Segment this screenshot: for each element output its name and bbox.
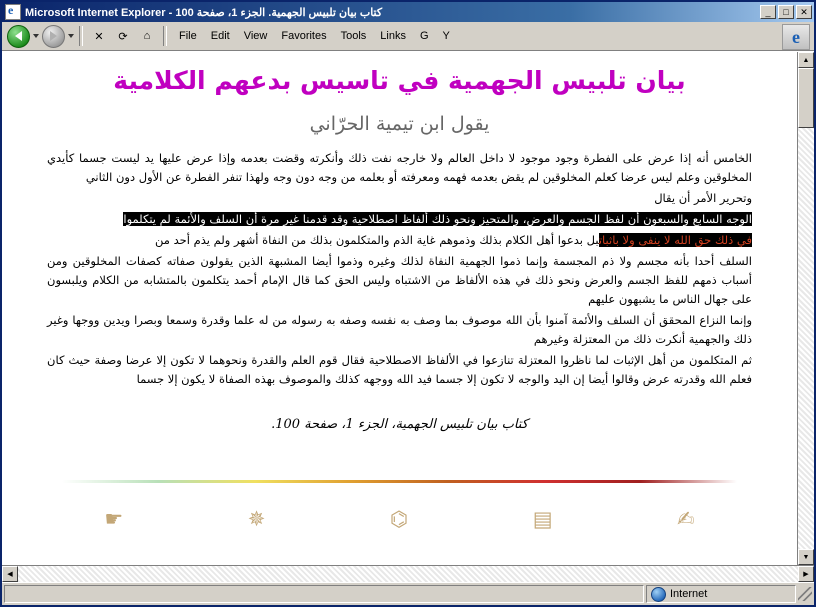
source-caption: كتاب بيان تلبيس الجهمية، الجزء 1، صفحة 100. <box>271 417 528 432</box>
title-bar <box>2 2 814 22</box>
document-body <box>2 52 797 565</box>
stop-icon[interactable]: ✕ <box>94 30 104 43</box>
scroll-left-button[interactable]: ◀ <box>2 566 18 582</box>
menu-tools[interactable]: Tools <box>340 30 367 42</box>
minimize-button[interactable]: _ <box>760 5 776 19</box>
vertical-scrollbar[interactable] <box>797 52 814 565</box>
ornament-icon: ⌬ <box>389 507 409 531</box>
scroll-up-button[interactable]: ▲ <box>798 52 814 68</box>
paragraph: السلف أحدا بأنه مجسم ولا ذم المجسمة وإنما ذموا الجهمية النفاة لذلك وغيره وذموا أيضا المشبهة الذين يقولون صفاته كصفات المخلوقين ومن أسباب ذمهم للفظ الجسم والعرض ونحو ذلك في هذه الألفاظ من الاشتباه وليس الحق كما قال الإمام أحمد يتكلمون بالمتشابه من الكلام ويلبسون على جهال الناس ما يشبهون عليهم <box>47 254 752 306</box>
navigation-buttons <box>2 25 170 47</box>
paragraph-continuation: بل بدعوا أهل الكلام بذلك وذموهم غاية الذم والمتكلمون بذلك من النفاة أشهر ولم يذم أحد من <box>155 233 599 247</box>
article-text <box>47 149 752 389</box>
window-controls <box>760 5 812 19</box>
horizontal-scrollbar[interactable] <box>2 565 814 582</box>
ornament-row <box>2 507 797 531</box>
back-dropdown-icon[interactable] <box>33 34 39 38</box>
horizontal-scroll-track[interactable] <box>18 566 798 582</box>
scroll-down-button[interactable]: ▼ <box>798 549 814 565</box>
menu-links[interactable]: Links <box>380 30 406 42</box>
decorative-divider <box>62 480 737 483</box>
ornament-icon: ✵ <box>247 507 266 531</box>
scroll-right-button[interactable]: ▶ <box>798 566 814 582</box>
back-icon <box>7 25 30 48</box>
page-viewport <box>2 51 814 565</box>
menu-g[interactable]: G <box>419 30 429 42</box>
scroll-track[interactable] <box>798 68 814 549</box>
ornament-icon: ☛ <box>104 507 124 531</box>
page-title: بيان تلبيس الجهمية في تاسيس بدعهم الكلامية <box>113 66 686 95</box>
paragraph: ثم المتكلمون من أهل الإثبات لما ناظروا المعتزلة تنازعوا في الألفاظ الاصطلاحية فقال قوم العلم والقدرة ونحوهما لا تكون إلا عرضا وصفة حيث كان فعلم الله وقدرته عرض وقالوا أيضا إن اليد والوجه لا تكون إلا جسما فيد الله ووجهه كذلك والموصوف بهذه الصفاة لا يكون إلا جسما <box>47 353 752 386</box>
toolbar <box>2 22 814 51</box>
menu-y[interactable]: Y <box>442 30 450 42</box>
page-subtitle: يقول ابن تيمية الحرّاني <box>309 113 490 135</box>
scroll-thumb[interactable] <box>798 68 814 128</box>
menu-file[interactable]: File <box>179 30 197 42</box>
highlighted-text: الوجه السابع والسبعون أن لفظ الجسم والعرض، والمتحيز ونحو ذلك ألفاظ اصطلاحية وقد قدمنا غير مرة أن السلف والأئمة لم يتكلموا <box>123 212 752 226</box>
toolbar-separator <box>79 26 83 46</box>
resize-grip[interactable] <box>798 587 812 601</box>
security-zone-label: Internet <box>670 588 708 600</box>
menu-favorites[interactable]: Favorites <box>281 30 327 42</box>
ie-brand-logo <box>782 24 810 50</box>
ie-document-icon <box>5 4 21 20</box>
back-button[interactable] <box>6 25 30 47</box>
ornament-icon: ▤ <box>532 507 553 531</box>
status-message <box>4 585 644 603</box>
menu-edit[interactable]: Edit <box>210 30 230 42</box>
toolbar-separator-2 <box>163 26 167 46</box>
close-button[interactable]: ✕ <box>796 5 812 19</box>
internet-globe-icon <box>651 587 666 602</box>
menu-bar <box>172 27 457 45</box>
forward-button[interactable] <box>41 25 65 47</box>
highlighted-text-red: في ذلك حق الله لا ينفى ولا باثبات <box>598 233 752 247</box>
refresh-icon[interactable]: ⟳ <box>118 30 128 43</box>
home-icon[interactable]: ⌂ <box>143 30 151 42</box>
paragraph: الخامس أنه إذا عرض على الفطرة وجود موجود لا داخل العالم ولا خارجه نفت ذلك وأنكرته وقضت بعدمه وإذا عرض عليها يد ليست جسما كأيدي المخلوقين وعلم ليس عرضا كعلم المخلوقين لم يقض بعدمه فهمه ومعرفته أو بعلمه من وجه دون وجه ولهذا تنفر الفطرة عن الأول دون الثاني <box>47 151 752 184</box>
window-title: كتاب بيان تلبيس الجهمية. الجزء 1، صفحة 100 - Microsoft Internet Explorer <box>25 6 383 19</box>
status-bar <box>2 582 814 605</box>
paragraph: وتحرير الأمر أن يقال <box>654 191 752 205</box>
security-zone[interactable] <box>646 585 796 603</box>
paragraph: وإنما النزاع المحقق أن السلف والأئمة آمنوا بأن الله موصوف بما وصف به نفسه وصفه به رسوله من له علما وقدرة وسمعا وبصرا ويدين ووجها وغير ذلك والجهمية أنكرت ذلك من المعتزلة وغيرهم <box>47 313 752 346</box>
forward-icon <box>42 25 65 48</box>
forward-dropdown-icon[interactable] <box>68 34 74 38</box>
ornament-icon: ✍ <box>677 507 695 531</box>
maximize-button[interactable]: □ <box>778 5 794 19</box>
menu-view[interactable]: View <box>243 30 268 42</box>
